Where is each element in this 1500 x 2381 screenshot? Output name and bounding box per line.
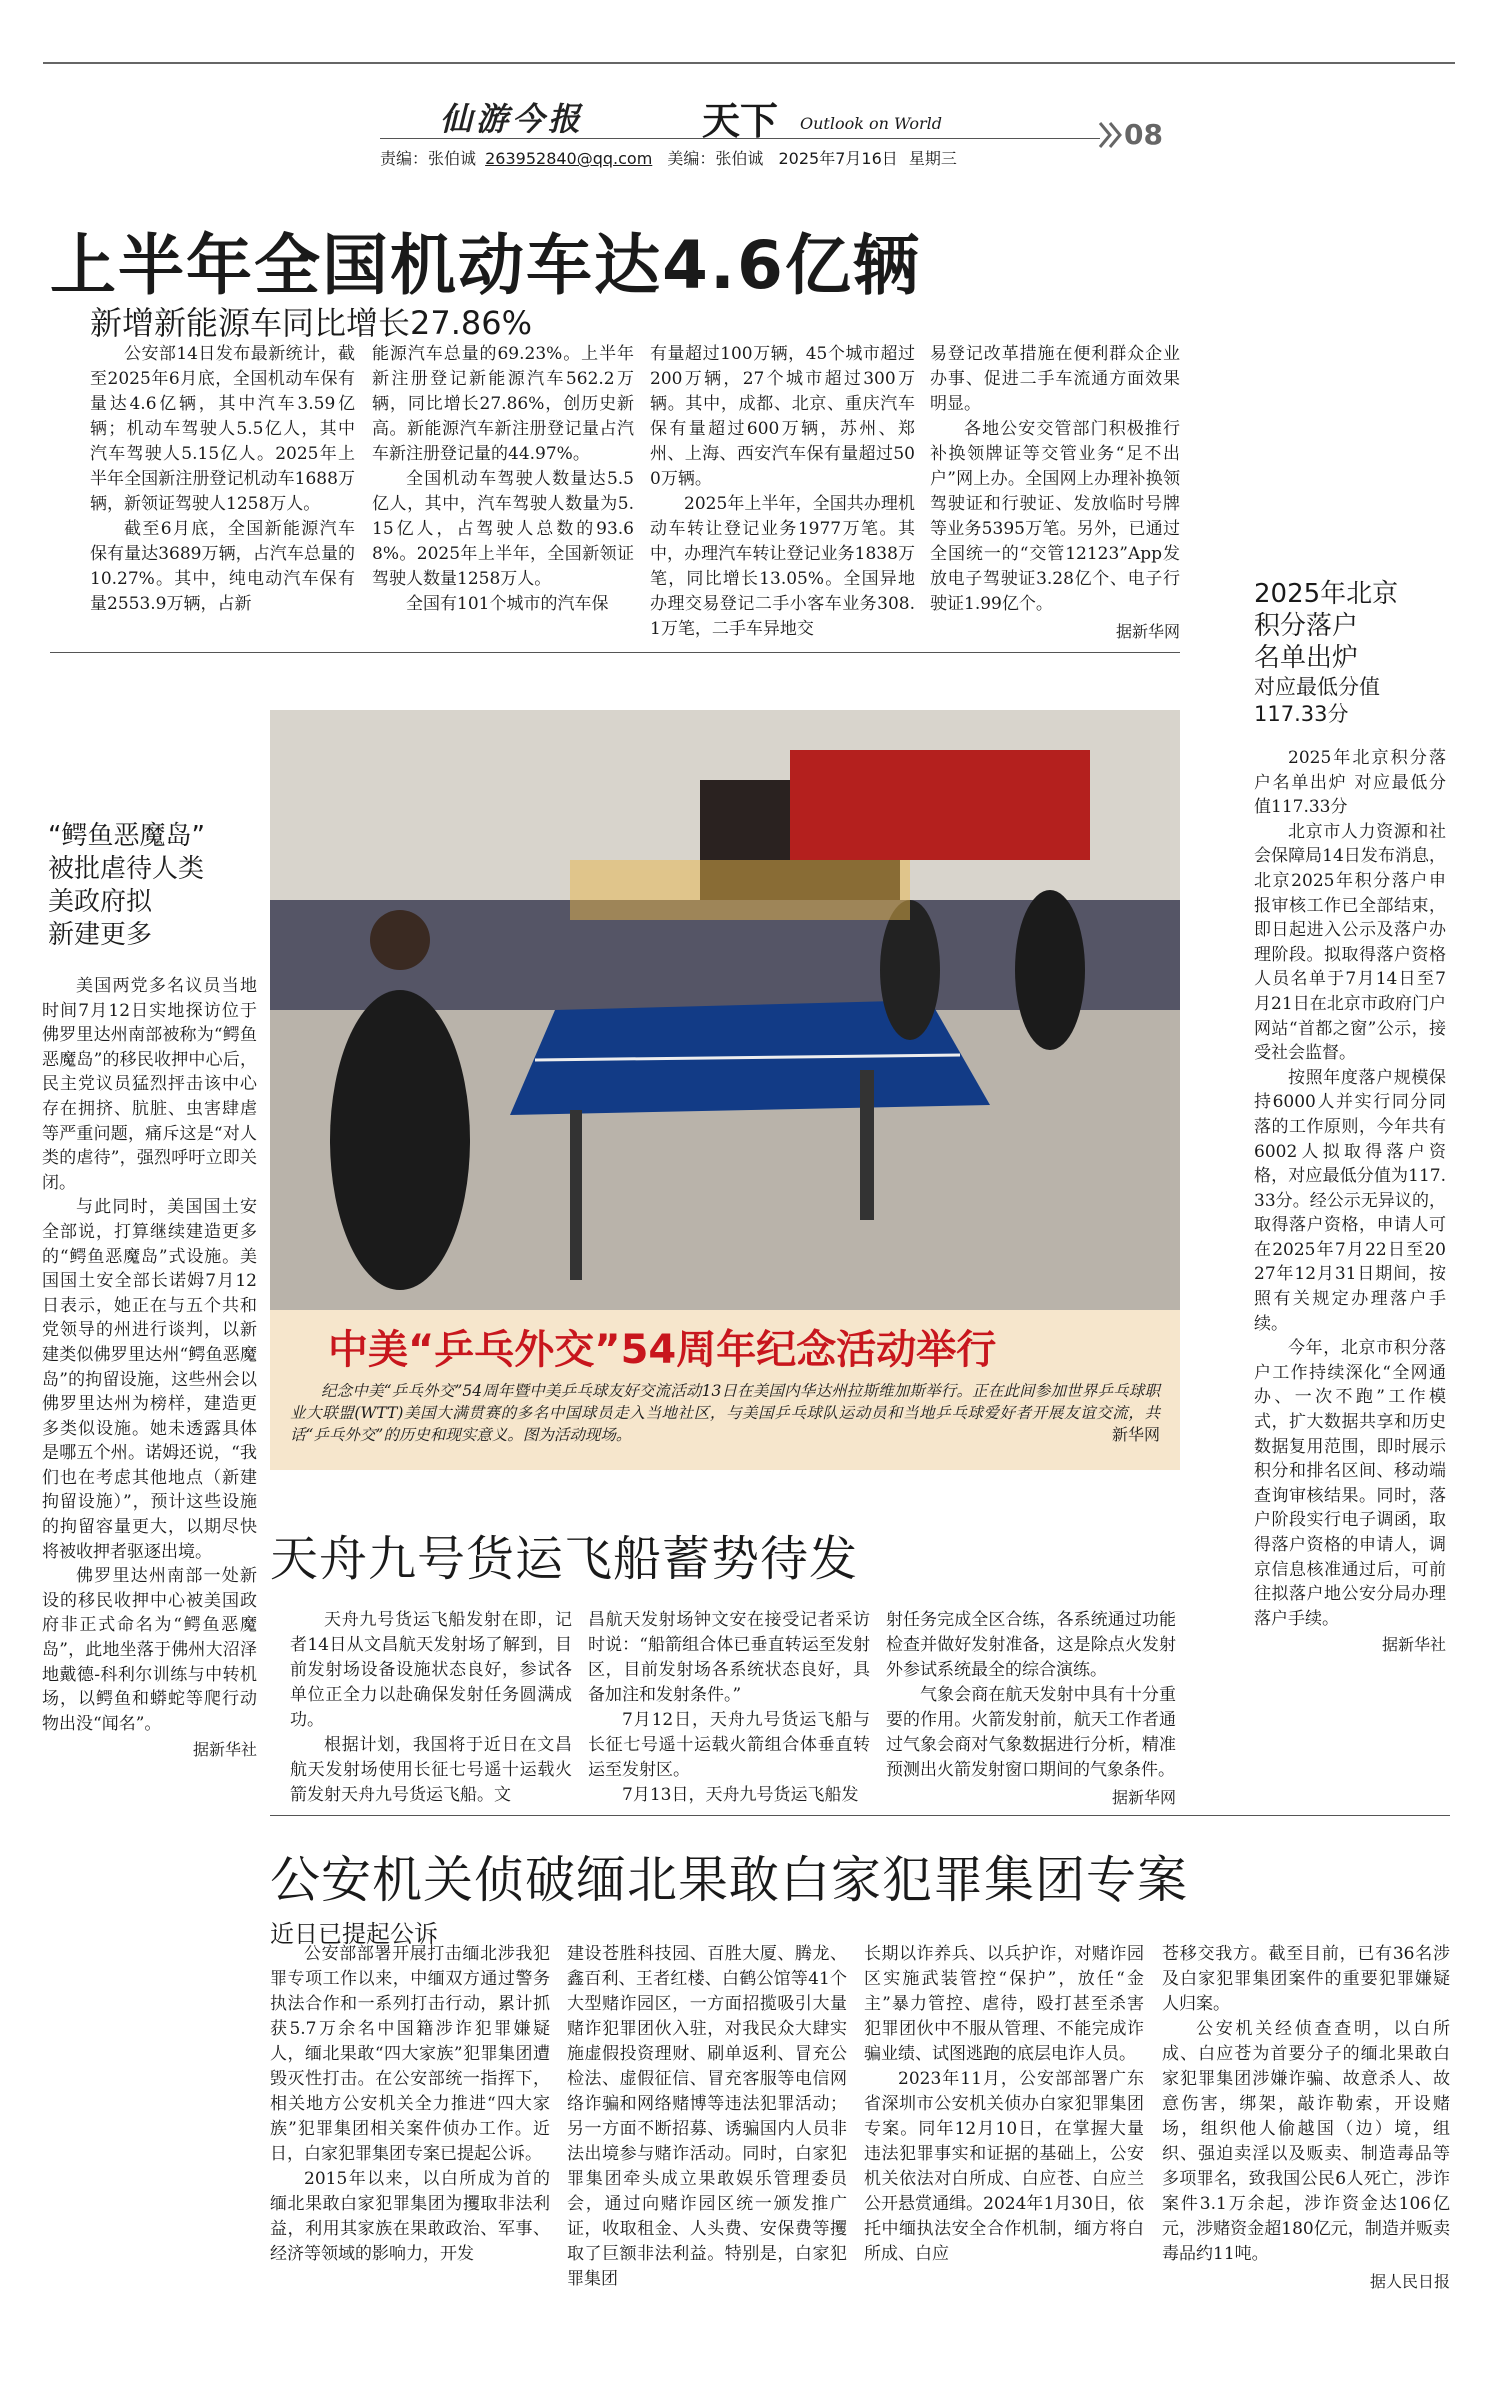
vehicles-source: 据新华网 <box>1115 622 1180 641</box>
photo-banner <box>270 1310 1180 1470</box>
page-number-text: 08 <box>1124 118 1163 151</box>
alligator-source: 据新华社 <box>192 1740 257 1760</box>
section-title-en: Outlook on World <box>800 114 943 133</box>
vehicles-col-4: 易登记改革措施在便利群众企业办事、促进二手车流通方面效果明显。 各地公安交管部门积极推行补换领牌证等交管业务“足不出户”网上办。全国网上办理补换领驾驶证和行驶证、发放临时号牌等业务5395万笔。另外，已通过全国统一的“交管12123”App发放电子驾驶证3.28亿个、电子行驶证1.99亿个。 据新华网 <box>930 342 1180 644</box>
tianzhou-col-2: 昌航天发射场钟文安在接受记者采访时说：“船箭组合体已垂直转运至发射区，目前发射场各系统状态良好，具备加注和发射条件。” 7月12日，天舟九号货运飞船与长征七号遥十运载火箭组合体垂直转运至发射区。 7月13日，天舟九号货运飞船发 <box>588 1610 870 1805</box>
paper-name: 仙游今报 <box>440 100 585 138</box>
divider-1 <box>50 652 1180 653</box>
beijing-hukou-source: 据新华社 <box>1381 1635 1446 1655</box>
credits-line <box>380 146 957 169</box>
credit-editor: 责编：张伯诚 <box>380 149 477 168</box>
alligator-body: 美国两党多名议员当地时间7月12日实地探访位于佛罗里达州南部被称为“鳄鱼恶魔岛”的移民收押中心后，民主党议员猛烈抨击该中心存在拥挤、肮脏、虫害肆虐等严重问题，痛斥这是“对人类的虐待”，强烈呼吁立即关闭。 与此同时，美国国土安全部说，打算继续建造更多的“鳄鱼恶魔岛”式设施。美国国土安全部长诺姆7月12日表示，她正在与五个共和党领导的州进行谈判，以新建类似佛罗里达州“鳄鱼恶魔岛”的拘留设施，这些州会以佛罗里达州为榜样，建造更多类似设施。她未透露具体是哪五个州。诺姆还说，“我们也在考虑其他地点（新建拘留设施）”，预计这些设施的拘留容量更大，以期尽快将被收押者驱逐出境。 佛罗里达州南部一处新设的移民收押中心被美国政府非正式命名为“鳄鱼恶魔岛”，此地坐落于佛州大沼泽地戴德-科利尔训练与中转机场，以鳄鱼和蟒蛇等爬行动物出没“闻名”。 据新华社 <box>42 974 257 1763</box>
photo-source: 新华网 <box>1111 1425 1160 1444</box>
myanmar-col-3: 长期以诈养兵、以兵护诈，对赌诈园区实施武装管控“保护”，放任“金主”暴力管控、虐待，殴打甚至杀害犯罪团伙中不服从管理、不能完成诈骗业绩、试图逃跑的底层电诈人员。 2023年11月，公安部部署广东省深圳市公安机关侦办白家犯罪集团专案。同年12月10日，在掌握大量违法犯罪事实和证据的基础上，公安机关依法对白所成、白应苍、白应兰公开悬赏通缉。2024年1月30日，依托中缅执法安全合作机制，缅方将白所成、白应 <box>864 1944 1144 2264</box>
article-vehicles <box>50 212 1180 652</box>
page-number <box>1098 118 1163 151</box>
tianzhou-source: 据新华网 <box>1111 1788 1176 1807</box>
subhead-beijing-hukou: 对应最低分值 117.33分 <box>1254 675 1380 726</box>
double-chevron-icon <box>1098 121 1124 149</box>
masthead-rule <box>380 138 1100 139</box>
photo-banner-title: 中美“乒乓外交”54周年纪念活动举行 <box>328 1327 997 1373</box>
top-border-rule <box>43 62 1455 64</box>
tianzhou-col-3: 射任务完成全区合练，各系统通过功能检查并做好发射准备，这是除点火发射外参试系统最全的综合演练。 气象会商在航天发射中具有十分重要的作用。火箭发射前，航天工作者通过气象会商对气象数据进行分析，精准预测出火箭发射窗口期间的气象条件。 据新华网 <box>886 1608 1176 1810</box>
subhead-vehicles: 新增新能源车同比增长27.86% <box>90 304 533 342</box>
subhead-myanmar: 近日已提起公诉 <box>270 1920 438 1948</box>
article-myanmar <box>270 1840 1460 2291</box>
headline-vehicles: 上半年全国机动车达4.6亿辆 <box>50 227 921 304</box>
section-title: 天下 <box>702 99 779 143</box>
myanmar-source: 据人民日报 <box>1369 2272 1450 2291</box>
article-beijing-hukou <box>1254 578 1446 1658</box>
credit-art: 美编：张伯诚 <box>667 149 764 168</box>
vehicles-col-3: 有量超过100万辆，45个城市超过200万辆，27个城市超过300万辆。其中，成都、北京、重庆汽车保有量超过600万辆，苏州、郑州、上海、西安汽车保有量超过500万辆。 2025年上半年，全国共办理机动车转让登记业务1977万笔。其中，办理汽车转让登记业务1838万笔，同比增长13.05%。全国异地办理交易登记二手小客车业务308.1万笔，二手车异地交 <box>650 344 915 639</box>
myanmar-col-2: 建设苍胜科技园、百胜大厦、腾龙、鑫百利、王者红楼、白鹤公馆等41个大型赌诈园区，一方面招揽吸引大量赌诈犯罪团伙入驻，对我民众大肆实施虚假投资理财、刷单返利、冒充公检法、虚假征信、冒充客服等电信网络诈骗和网络赌博等违法犯罪活动；另一方面不断招募、诱骗国内人员非法出境参与赌诈活动。同时，白家犯罪集团牵头成立果敢娱乐管理委员会，通过向赌诈园区统一颁发推广证，收取租金、人头费、安保费等攫取了巨额非法利益。特别是，白家犯罪集团 <box>567 1944 847 2289</box>
vehicles-col-1: 公安部14日发布最新统计，截至2025年6月底，全国机动车保有量达4.6亿辆，其中汽车3.59亿辆；机动车驾驶人5.5亿人，其中汽车驾驶人5.15亿人。2025年上半年全国新注册登记机动车1688万辆，新领证驾驶人1258万人。 截至6月底，全国新能源汽车保有量达3689万辆，占汽车总量的10.27%。其中，纯电动汽车保有量2553.9万辆，占新 <box>90 344 355 614</box>
credit-date: 2025年7月16日 <box>778 149 898 168</box>
masthead <box>380 90 1180 170</box>
photo-block <box>270 710 1180 1470</box>
tianzhou-col-1: 天舟九号货运飞船发射在即，记者14日从文昌航天发射场了解到，目前发射场设备设施状态良好，参试各单位正全力以赴确保发射任务圆满成功。 根据计划，我国将于近日在文昌航天发射场使用长征七号遥十运载火箭发射天舟九号货运飞船。文 <box>290 1610 572 1805</box>
divider-2 <box>270 1815 1450 1816</box>
credit-weekday: 星期三 <box>908 149 957 168</box>
myanmar-col-1: 公安部部署开展打击缅北涉我犯罪专项工作以来，中缅双方通过警务执法合作和一系列打击行动，累计抓获5.7万余名中国籍涉诈犯罪嫌疑人，缅北果敢“四大家族”犯罪集团遭毁灭性打击。在公安部统一指挥下，相关地方公安机关全力推进“四大家族”犯罪集团相关案件侦办工作。近日，白家犯罪集团专案已提起公诉。 2015年以来，以白所成为首的缅北果敢白家犯罪集团为攫取非法利益，利用其家族在果敢政治、军事、经济等领域的影响力，开发 <box>270 1944 550 2264</box>
beijing-hukou-body: 2025年北京积分落户名单出炉 对应最低分值117.33分 北京市人力资源和社会保障局14日发布消息，北京2025年积分落户申报审核工作已全部结束，即日起进入公示及落户办理阶段。拟取得落户资格人员名单于7月14日至7月21日在北京市政府门户网站“首都之窗”公示，接受社会监督。 按照年度落户规模保持6000人并实行同分同落的工作原则，今年共有6002人拟取得落户资格，对应最低分值为117.33分。经公示无异议的，取得落户资格，申请人可在2025年7月22日至2027年12月31日期间，按照有关规定办理落户手续。 今年，北京市积分落户工作持续深化“全网通办、一次不跑”工作模式，扩大数据共享和历史数据复用范围，即时展示积分和排名区间、移动端查询审核结果。同时，落户阶段实行电子调函，取得落户资格的申请人，调京信息核准通过后，可前往拟落户地公安分局办理落户手续。 据新华社 <box>1254 746 1446 1658</box>
myanmar-col-4: 苍移交我方。截至目前，已有36名涉及白家犯罪集团案件的重要犯罪嫌疑人归案。 公安机关经侦查查明，以白所成、白应苍为首要分子的缅北果敢白家犯罪集团涉嫌诈骗、故意杀人、故意伤害，绑架，敲诈勒索，开设赌场，组织他人偷越国（边）境，组织、强迫卖淫以及贩卖、制造毒品等多项罪名，致我国公民6人死亡，涉诈案件3.1万余起，涉诈资金达106亿元，涉赌资金超180亿元，制造并贩卖毒品约11吨。 据人民日报 <box>1162 1942 1450 2294</box>
headline-myanmar: 公安机关侦破缅北果敢白家犯罪集团专案 <box>270 1851 1188 1909</box>
credit-email[interactable]: 263952840@qq.com <box>485 149 653 168</box>
article-tianzhou <box>270 1520 1180 1807</box>
pingpong-photo <box>270 710 1180 1310</box>
headline-alligator: “鳄鱼恶魔岛” 被批虐待人类 美政府拟 新建更多 <box>48 821 205 950</box>
article-alligator <box>42 820 257 1763</box>
photo-caption: 纪念中美“乒乓外交”54周年暨中美乒乓球友好交流活动13日在美国内华达州拉斯维加斯举行。正在此间参加世界乒乓球职业大联盟(WTT)美国大满贯赛的多名中国球员走入当地社区，与美国乒乓球队运动员和当地乒乓球爱好者开展友谊交流，共话“乒乓外交”的历史和现实意义。图为活动现场。 新华网 <box>290 1382 1160 1444</box>
headline-tianzhou: 天舟九号货运飞船蓄势待发 <box>270 1531 859 1587</box>
vehicles-col-2: 能源汽车总量的69.23%。上半年新注册登记新能源汽车562.2万辆，同比增长27.86%，创历史新高。新能源汽车新注册登记量占汽车新注册登记量的44.97%。 全国机动车驾驶人数量达5.5亿人，其中，汽车驾驶人数量为5.15亿人，占驾驶人总数的93.68%。2025年上半年，全国新领证驾驶人数量1258万人。 全国有101个城市的汽车保 <box>372 344 634 614</box>
headline-beijing-hukou: 2025年北京 积分落户 名单出炉 <box>1254 579 1399 673</box>
